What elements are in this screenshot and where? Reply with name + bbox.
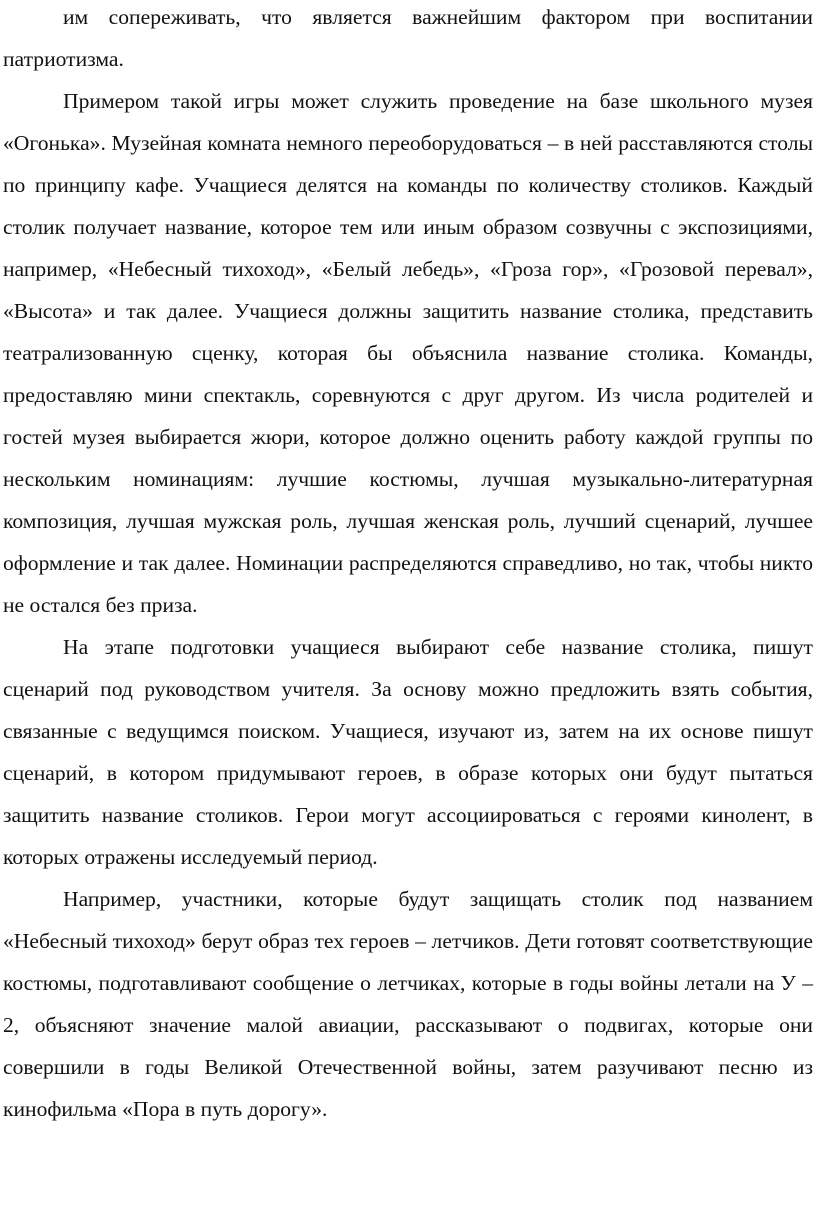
paragraph-example-participants: Например, участники, которые будут защищать столик под названием «Небесный тихоход» берут образ тех героев – летчиков. Дети готовят соответствующие костюмы, подготавливают сообщение о летчиках, которые в годы войны летали на У – 2, объясняют значение малой авиации, рассказывают о подвигах, которые они совершили в годы Великой Отечественной войны, затем разучивают песню из кинофильма «Пора в путь дорогу». (3, 887, 813, 1121)
paragraph-game-example: Примером такой игры может служить проведение на базе школьного музея «Огонька». Музейная комната немного переоборудоваться – в ней расставляются столы по принципу кафе. Учащиеся делятся на команды по количеству столиков. Каждый столик получает название, которое тем или иным образом созвучны с экспозициями, например, «Небесный тихоход», «Белый лебедь», «Гроза гор», «Грозовой перевал», «Высота» и так далее. Учащиеся должны защитить название столика, представить театрализованную сценку, которая бы объяснила название столика. Команды, предоставляю мини спектакль, соревнуются с друг другом. Из числа родителей и гостей музея выбирается жюри, которое должно оценить работу каждой группы по нескольким номинациям: лучшие костюмы, лучшая музыкально-литературная композиция, лучшая мужская роль, лучшая женская роль, лучший сценарий, лучшее оформление и так далее. Номинации распределяются справедливо, но так, чтобы никто не остался без приза. (3, 89, 813, 617)
paragraph-preparation: На этапе подготовки учащиеся выбирают себе название столика, пишут сценарий под руководством учителя. За основу можно предложить взять события, связанные с ведущимся поиском. Учащиеся, изучают из, затем на их основе пишут сценарий, в котором придумывают героев, в образе которых они будут пытаться защитить название столиков. Герои могут ассоциироваться с героями кинолент, в которых отражены исследуемый период. (3, 635, 813, 869)
paragraph-continuation: им сопереживать, что является важнейшим фактором при воспитании патриотизма. (3, 5, 813, 71)
document-body (3, 0, 813, 1130)
